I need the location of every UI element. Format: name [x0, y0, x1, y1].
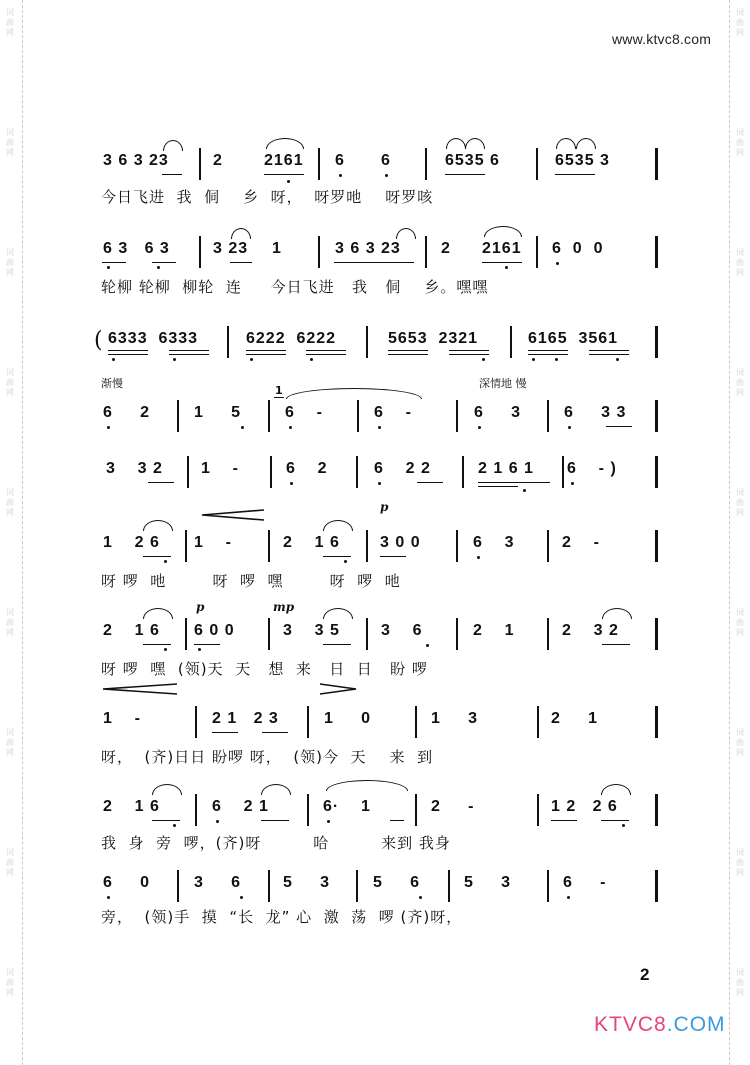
notes-measure: 6 2 — [103, 404, 151, 421]
dynamic-marking: p — [196, 600, 205, 614]
bar-line — [655, 618, 658, 650]
beam-line — [143, 644, 171, 645]
slur-mark — [465, 138, 485, 149]
octave-dot — [568, 426, 571, 429]
watermark-glyph-group: 词 曲 网 — [736, 848, 744, 877]
lyric-line-7: 呀 啰 嘿 (领)天 天 想 来 日 日 盼 啰 — [101, 660, 428, 678]
beam-line — [528, 354, 568, 355]
bar-line — [425, 148, 427, 180]
notes-measure: 3 23 — [213, 240, 249, 257]
bar-line — [547, 400, 549, 432]
octave-dot — [240, 896, 243, 899]
watermark-glyph-group: 词 曲 网 — [6, 128, 14, 157]
beam-line — [390, 820, 404, 821]
notes-measure: 5653 2321 — [388, 330, 479, 347]
slur-mark — [601, 784, 631, 795]
octave-dot — [567, 896, 570, 899]
score-system-5 — [0, 456, 750, 488]
beam-line — [445, 174, 485, 175]
notes-measure: 6· 1 — [323, 798, 371, 815]
beam-line — [334, 262, 414, 263]
beam-line — [606, 426, 632, 427]
beam-line — [108, 350, 148, 351]
score-system-10 — [0, 870, 750, 902]
notes-measure: 6 0 — [103, 874, 151, 891]
octave-dot — [157, 266, 160, 269]
bar-line — [547, 618, 549, 650]
beam-line — [482, 262, 522, 263]
slur-mark — [261, 784, 291, 795]
octave-dot — [523, 489, 526, 492]
bar-line — [356, 456, 358, 488]
notes-measure: 6 - — [563, 874, 607, 891]
octave-dot — [241, 426, 244, 429]
beam-line — [602, 644, 630, 645]
slur-mark — [446, 138, 466, 149]
bar-line — [456, 400, 458, 432]
notes-measure: 6 3 — [474, 404, 522, 421]
bar-line — [655, 530, 658, 562]
bar-line — [456, 618, 458, 650]
notes-measure: 3 3 2 — [106, 460, 163, 477]
watermark-glyph-group: 词 曲 网 — [6, 608, 14, 637]
bar-line — [185, 530, 187, 562]
site-url: www.ktvc8.com — [612, 31, 712, 47]
bar-line — [270, 456, 272, 488]
bar-line — [177, 870, 179, 902]
watermark-glyph-group: 词 曲 网 — [736, 8, 744, 37]
notes-measure: 1 0 — [324, 710, 372, 727]
watermark-glyph-group: 词 曲 网 — [6, 848, 14, 877]
notes-measure: 3 6 — [381, 622, 423, 639]
notes-measure: 2 — [441, 240, 451, 257]
octave-dot — [216, 820, 219, 823]
octave-dot — [164, 648, 167, 651]
notes-measure: 2 1 — [473, 622, 515, 639]
bar-line — [185, 618, 187, 650]
octave-dot — [571, 482, 574, 485]
crescendo-hairpin — [101, 682, 177, 696]
beam-line — [143, 556, 171, 557]
score-system-6 — [0, 530, 750, 562]
beam-line — [380, 556, 406, 557]
notes-measure: 2 - — [562, 534, 601, 551]
dynamic-marking: p — [380, 500, 389, 514]
beam-line — [306, 350, 346, 351]
notes-measure: 6 0 0 — [194, 622, 235, 639]
octave-dot — [107, 266, 110, 269]
watermark-glyph-group: 词 曲 网 — [736, 728, 744, 757]
octave-dot — [419, 896, 422, 899]
slur-mark — [163, 140, 183, 151]
bar-line — [655, 400, 658, 432]
bar-line — [366, 326, 368, 358]
notes-measure: 6 3 — [473, 534, 515, 551]
beam-line — [528, 350, 568, 351]
volta-number: 1 — [275, 384, 283, 397]
beam-line — [152, 262, 176, 263]
octave-dot — [385, 174, 388, 177]
octave-dot — [478, 426, 481, 429]
notes-measure: 1 5 — [194, 404, 242, 421]
notes-measure: 6 - — [285, 404, 324, 421]
page-number: 2 — [640, 965, 650, 984]
octave-dot — [616, 358, 619, 361]
bar-line — [366, 618, 368, 650]
notes-measure: 6535 3 — [555, 152, 610, 169]
octave-dot — [622, 824, 625, 827]
beam-line — [246, 354, 286, 355]
bar-line — [537, 794, 539, 826]
slur-mark — [143, 608, 173, 619]
watermark-glyph-group: 词 曲 网 — [736, 128, 744, 157]
logo-text-main: KTVC8 — [594, 1013, 667, 1036]
watermark-glyph-group: 词 曲 网 — [736, 368, 744, 397]
bar-line — [227, 326, 229, 358]
bar-line — [562, 456, 564, 488]
score-system-1 — [0, 148, 750, 180]
site-logo — [594, 1013, 726, 1037]
notes-measure: 2 1 6 1 — [478, 460, 534, 477]
lyric-line-6: 呀 啰 吔 呀 啰 嘿 呀 啰 吔 — [101, 572, 401, 590]
notes-measure: 3 3 5 — [283, 622, 340, 639]
beam-line — [261, 820, 289, 821]
score-system-3 — [0, 326, 750, 358]
watermark-glyph-group: 词 曲 网 — [6, 728, 14, 757]
beam-line — [262, 732, 288, 733]
beam-line — [449, 354, 489, 355]
slur-mark — [602, 608, 632, 619]
octave-dot — [505, 266, 508, 269]
octave-dot — [378, 482, 381, 485]
bar-line — [318, 148, 320, 180]
notes-measure: 6 - — [374, 404, 413, 421]
crescendo-hairpin — [200, 508, 264, 522]
beam-line — [478, 482, 550, 483]
octave-dot — [107, 426, 110, 429]
notes-measure: 6 2 2 — [374, 460, 431, 477]
bar-line — [536, 148, 538, 180]
notes-measure: 1 2 2 6 — [551, 798, 618, 815]
notes-measure: 6 — [381, 152, 391, 169]
watermark-glyph-group: 词 曲 网 — [736, 968, 744, 997]
notes-measure: 2 1 — [551, 710, 599, 727]
bar-line — [510, 326, 512, 358]
watermark-glyph-group: 词 曲 网 — [736, 488, 744, 517]
notes-measure: 5 3 — [464, 874, 512, 891]
notes-measure: 1 3 — [431, 710, 479, 727]
beam-line — [169, 354, 209, 355]
octave-dot — [344, 560, 347, 563]
bar-line — [415, 706, 417, 738]
notes-measure: 1 - — [194, 534, 233, 551]
notes-measure: 2 — [213, 152, 223, 169]
beam-line — [152, 820, 180, 821]
beam-line — [323, 644, 351, 645]
bar-line — [177, 400, 179, 432]
beam-line — [323, 556, 351, 557]
bar-line — [462, 456, 464, 488]
bar-line — [195, 794, 197, 826]
bar-line — [268, 400, 270, 432]
notes-measure: 6165 3561 — [528, 330, 619, 347]
tie-mark — [326, 780, 408, 791]
bar-line — [268, 870, 270, 902]
octave-dot — [532, 358, 535, 361]
notes-measure: 2 3 2 — [562, 622, 619, 639]
octave-dot — [107, 896, 110, 899]
notes-measure: 6333 6333 — [108, 330, 199, 347]
notes-measure: 6222 6222 — [246, 330, 337, 347]
octave-dot — [555, 358, 558, 361]
slur-mark — [576, 138, 596, 149]
notes-measure: 6 - ) — [567, 460, 617, 477]
notes-measure: 6 0 0 — [552, 240, 604, 257]
slur-mark — [231, 228, 251, 239]
notes-measure: 1 — [272, 240, 282, 257]
bar-line — [356, 870, 358, 902]
watermark-glyph-group: 词 曲 网 — [6, 8, 14, 37]
open-parenthesis: ( — [94, 328, 103, 353]
bar-line — [655, 706, 658, 738]
bar-line — [307, 794, 309, 826]
slur-mark — [323, 608, 353, 619]
beam-line — [108, 354, 148, 355]
beam-line — [417, 482, 443, 483]
octave-dot — [378, 426, 381, 429]
octave-dot — [556, 262, 559, 265]
beam-line — [148, 482, 174, 483]
octave-dot — [482, 358, 485, 361]
bar-line — [415, 794, 417, 826]
bar-line — [655, 326, 658, 358]
octave-dot — [477, 556, 480, 559]
bar-line — [537, 706, 539, 738]
beam-line — [589, 354, 629, 355]
beam-line — [478, 486, 518, 487]
bar-line — [536, 236, 538, 268]
notes-measure: 1 - — [201, 460, 240, 477]
beam-line — [388, 350, 428, 351]
score-system-2 — [0, 236, 750, 268]
beam-line — [162, 174, 182, 175]
watermark-glyph-group: 词 曲 网 — [736, 248, 744, 277]
watermark-glyph-group: 词 曲 网 — [6, 488, 14, 517]
bar-line — [307, 706, 309, 738]
notes-measure: 2 1 6 — [283, 534, 340, 551]
bar-line — [655, 870, 658, 902]
bar-line — [655, 794, 658, 826]
score-system-9 — [0, 794, 750, 826]
notes-measure: 6 2 — [286, 460, 328, 477]
octave-dot — [112, 358, 115, 361]
bar-line — [448, 870, 450, 902]
watermark-glyph-group: 词 曲 网 — [6, 968, 14, 997]
notes-measure: 2161 — [264, 152, 304, 169]
slur-mark — [556, 138, 576, 149]
slur-mark — [152, 784, 182, 795]
bar-line — [199, 148, 201, 180]
beam-line — [551, 820, 577, 821]
tie-mark — [286, 388, 422, 399]
bar-line — [268, 530, 270, 562]
beam-line — [246, 350, 286, 351]
score-system-7 — [0, 618, 750, 650]
bar-line — [318, 236, 320, 268]
notes-measure: 3 6 3 23 — [103, 152, 169, 169]
score-system-4 — [0, 384, 750, 432]
beam-line — [555, 174, 595, 175]
bar-line — [547, 870, 549, 902]
lyric-line-2: 轮柳 轮柳 柳轮 连 今日飞进 我 侗 乡。嘿嘿 — [101, 278, 489, 296]
bar-line — [547, 530, 549, 562]
beam-line — [388, 354, 428, 355]
slur-mark — [266, 138, 304, 149]
volta-bracket — [274, 397, 284, 398]
slur-mark — [143, 520, 173, 531]
bar-line — [195, 706, 197, 738]
beam-line — [264, 174, 304, 175]
octave-dot — [198, 648, 201, 651]
notes-measure: 2 1 6 — [103, 622, 160, 639]
beam-line — [230, 262, 252, 263]
beam-line — [169, 350, 209, 351]
slur-mark — [323, 520, 353, 531]
bar-line — [425, 236, 427, 268]
octave-dot — [426, 644, 429, 647]
notes-measure: 3 6 3 23 — [335, 240, 401, 257]
octave-dot — [310, 358, 313, 361]
notes-measure: 5 6 — [373, 874, 421, 891]
beam-line — [306, 354, 346, 355]
bar-line — [655, 456, 658, 488]
beam-line — [194, 644, 220, 645]
octave-dot — [287, 180, 290, 183]
watermark-glyph-group: 词 曲 网 — [6, 248, 14, 277]
octave-dot — [290, 482, 293, 485]
bar-line — [268, 618, 270, 650]
notes-measure: 5 3 — [283, 874, 331, 891]
notes-measure: 1 - — [103, 710, 142, 727]
notes-measure: 1 2 6 — [103, 534, 160, 551]
bar-line — [357, 400, 359, 432]
notes-measure: 2161 — [482, 240, 522, 257]
notes-measure: 6 3 6 3 — [103, 240, 170, 257]
notes-measure: 2 - — [431, 798, 475, 815]
bar-line — [199, 236, 201, 268]
bar-line — [187, 456, 189, 488]
notes-measure: 6 3 3 — [564, 404, 627, 421]
octave-dot — [339, 174, 342, 177]
watermark-glyph-group: 词 曲 网 — [736, 608, 744, 637]
beam-line — [601, 820, 629, 821]
dynamic-marking: mp — [273, 600, 295, 614]
beam-line — [449, 350, 489, 351]
lyric-line-1: 今日飞进 我 侗 乡 呀， 呀罗吔 呀罗咳 — [101, 188, 434, 206]
octave-dot — [289, 426, 292, 429]
score-system-8 — [0, 706, 750, 738]
lyric-line-8: 呀， (齐)日日 盼啰 呀， (领)今 天 来 到 — [101, 748, 434, 766]
notes-measure: 2 1 2 3 — [212, 710, 279, 727]
notes-measure: 6535 6 — [445, 152, 500, 169]
beam-line — [102, 262, 126, 263]
beam-line — [589, 350, 629, 351]
notes-measure: 3 0 0 — [380, 534, 421, 551]
lyric-line-9: 我 身 旁 啰，(齐)呀 哈 来到 我身 — [101, 834, 451, 852]
slur-mark — [484, 226, 522, 237]
notes-measure: 6 — [335, 152, 345, 169]
tempo-marking: 渐慢 — [101, 377, 123, 390]
bar-line — [366, 530, 368, 562]
notes-measure: 3 6 — [194, 874, 242, 891]
octave-dot — [173, 358, 176, 361]
slur-mark — [396, 228, 416, 239]
octave-dot — [164, 560, 167, 563]
octave-dot — [327, 820, 330, 823]
watermark-glyph-group: 词 曲 网 — [6, 368, 14, 397]
logo-text-suffix: .COM — [666, 1013, 726, 1036]
tempo-marking: 深情地 慢 — [479, 377, 527, 390]
lyric-line-10: 旁， (领)手 摸 “长 龙” 心 激 荡 啰 (齐)呀， — [101, 908, 463, 926]
octave-dot — [173, 824, 176, 827]
octave-dot — [250, 358, 253, 361]
notes-measure: 6 2 1 — [212, 798, 269, 815]
beam-line — [212, 732, 238, 733]
bar-line — [655, 148, 658, 180]
notes-measure: 2 1 6 — [103, 798, 160, 815]
bar-line — [655, 236, 658, 268]
bar-line — [456, 530, 458, 562]
decrescendo-hairpin — [318, 682, 358, 696]
